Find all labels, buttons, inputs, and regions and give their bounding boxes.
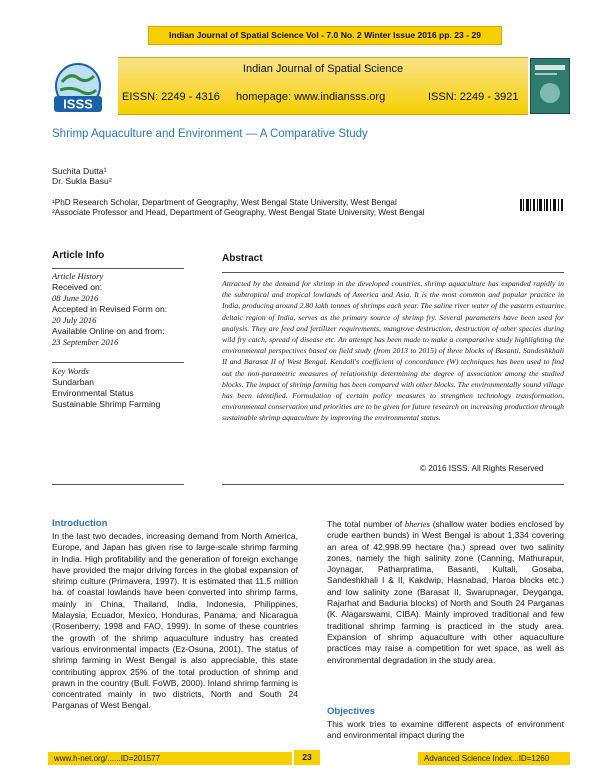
copyright-notice: © 2016 ISSS. All Rights Reserved	[420, 464, 544, 473]
isss-logo	[52, 60, 104, 116]
keyword-item: Sundarban	[52, 377, 95, 387]
keyword-item: Sustainable Shrimp Farming	[52, 399, 161, 409]
journal-banner	[118, 57, 528, 115]
online-label: Available Online on and from:	[52, 326, 165, 336]
footer-right-link[interactable]: Advanced Science Index...ID=1260	[418, 752, 570, 765]
eissn: EISSN: 2249 - 4316	[122, 91, 220, 103]
objectives-heading: Objectives	[327, 706, 376, 717]
emphasis-term: bheries	[404, 519, 430, 529]
abstract-heading: Abstract	[222, 253, 263, 264]
bheries-paragraph	[327, 519, 564, 666]
article-history	[52, 271, 167, 348]
received-date: 08 June 2016	[52, 293, 99, 303]
article-info-heading: Article Info	[52, 250, 105, 261]
keywords-label: Key Words	[52, 366, 89, 376]
article-title: Shrimp Aquaculture and Environment — A Comparative Study	[52, 128, 368, 140]
author-1: Suchita Dutta¹	[52, 166, 107, 176]
divider	[222, 272, 564, 273]
revised-date: 20 July 2016	[52, 315, 97, 325]
paragraph-text: (shallow water bodies enclosed by crude earthen bunds) in West Bengal is about 1,334 covering an area of 42,998.99 hectare (ha.) spread over two salinity zones, namely the high salinity zone (Canning, Mathurapur, Joynagar, Patharpratima, Basanti, Kultali, Gosaba, Sandeshkhali I & II, Kakdwip, Hasnabad, Haroa blocks etc.) and low salinity zone (Barasat II, Swarupnagar, Deyganga, Rajarhat and Baduria blocks) of North and South 24 Parganas (K. Alagarswami, CIBA). Mainly improved traditional and few traditional shrimp farming is practiced in the study area. Expansion of shrimp aquaculture with other aquaculture practices may raise a competition for wet space, as well as environmental degradation in the study area.	[327, 519, 564, 665]
affiliation-2: ²Associate Professor and Head, Department of Geography, West Bengal State University, West Bengal	[52, 208, 425, 217]
divider	[52, 362, 184, 363]
divider	[52, 484, 184, 485]
journal-cover-thumbnail	[530, 58, 570, 114]
issn: ISSN: 2249 - 3921	[428, 91, 519, 103]
journal-issue-strip: Indian Journal of Spatial Science Vol - 7.0 No. 2 Winter Issue 2016 pp. 23 - 29	[148, 26, 502, 45]
divider	[52, 268, 184, 269]
keywords-block	[52, 366, 160, 410]
received-label: Received on:	[52, 282, 103, 292]
divider	[222, 484, 564, 485]
homepage-link[interactable]: homepage: www.indiansss.org	[236, 91, 386, 103]
keyword-item: Environmental Status	[52, 388, 134, 398]
introduction-text: In the last two decades, increasing demand from North America, Europe, and Japan has given rise to large-scale shrimp farming in India. High profitability and the generation of foreign exchange have provided the major driving forces in the global expansion of shrimp culture (Primavera, 1997). It is estimated that 11.5 million ha. of coastal lowlands have been converted into shrimp farms, mainly in China, Thailand, India, Indonesia, Philippines, Malaysia, Ecuador, Mexico, Honduras, Panama, and Nicaragua (Rosenberry, 1998 and FAO, 1999). In some of these countries the growth of the shrimp aquaculture industry has created various environmental impacts (Ez-Osuna, 2001). The status of shrimp farming in West Bengal is also appreciable, this state contributing approx 25% of the total production of shrimp and prawn in the country (Bull. FoWB, 2000). Inland shrimp farming is concentrated mainly in two districts, North and South 24 Parganas of West Bengal.	[52, 531, 298, 711]
introduction-heading: Introduction	[52, 518, 108, 529]
footer-left-link[interactable]: www.h-net.org/......ID=201577	[48, 752, 292, 765]
history-label: Article History	[52, 271, 104, 281]
abstract-text: Attracted by the demand for shrimp in the developed countries, shrimp aquaculture has expanded rapidly in the subtropical and tropical lowlands of America and Asia. It is the most common and popular practice in India, producing around 2.80 lakh tonnes of shrimps each year. The saline river water of the eastern estuarine deltaic region of India, serves as the primary source of shrimp fry. Several parameters have been used for analysis. They are feed and fertilizer requirements, mangrove destruction, destruction of other species during wild fry catch, spread of disease etc. An attempt has been made to make a comparative study highlighting the environmental perspectives based on field study (from 2013 to 2015) of three blocks of Basanti, Sandeshkhali II and Barasat II of West Bengal. Kendall's coefficient of concordance (W) techniques has been used to find out the non-parametric measures of relationship determining the degree of association among the studied blocks. The impact of shrimp farming has been compared with other blocks. The environmentally sound village has been identified. Formulation of certain policy measures to strengthen technology transformation, environmental conservation and priorities are to be given for future research on increasing production through sustainable shrimp aquaculture by improving the environmental status.	[222, 279, 564, 423]
revised-label: Accepted in Revised Form on:	[52, 304, 168, 314]
author-2: Dr. Sukla Basu²	[52, 176, 112, 186]
affiliation-1: ¹PhD Research Scholar, Department of Geography, West Bengal State University, West Bengal	[52, 198, 397, 207]
online-date: 23 September 2016	[52, 337, 119, 347]
objectives-text: This work tries to examine different aspects of environment and environmental impact during the	[327, 719, 564, 741]
paragraph-text: The total number of	[327, 519, 405, 529]
affiliation-list	[52, 198, 425, 218]
author-list	[52, 166, 112, 186]
barcode-icon	[520, 198, 564, 210]
logo-text: ISSS	[63, 96, 93, 112]
journal-name: Indian Journal of Spatial Science	[242, 63, 404, 75]
page-number: 23	[294, 750, 320, 765]
